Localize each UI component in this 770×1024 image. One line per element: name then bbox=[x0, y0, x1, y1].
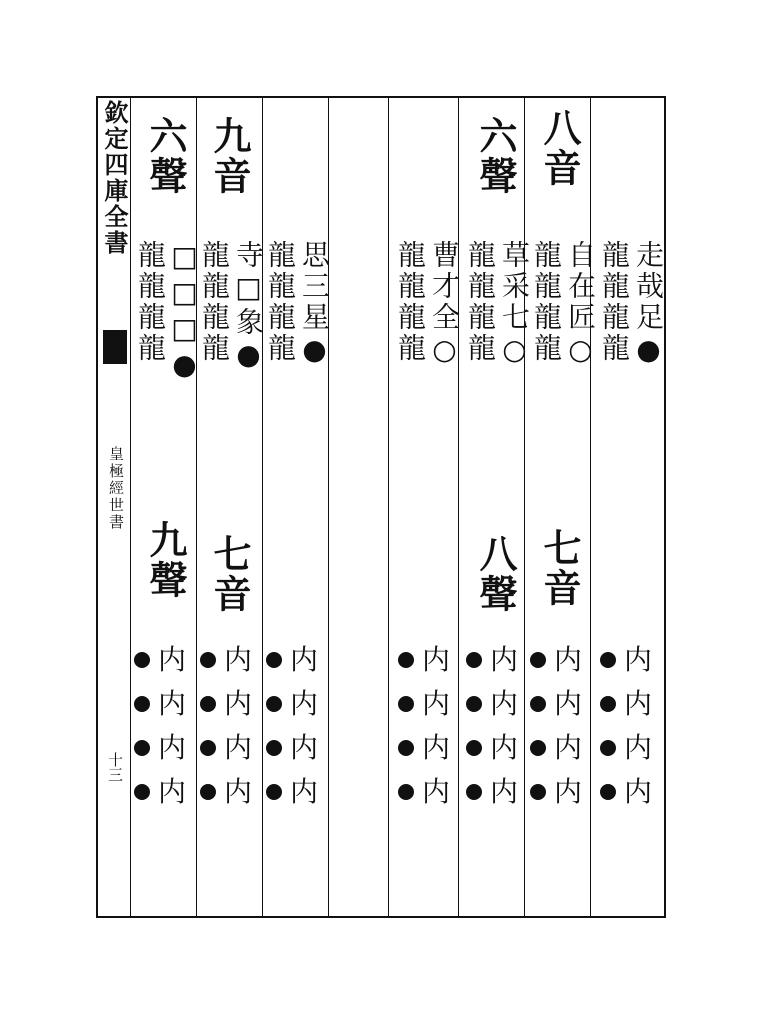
filled-dot-icon bbox=[266, 652, 282, 668]
column-divider bbox=[196, 96, 197, 916]
lower-entry: 内 bbox=[290, 731, 319, 764]
lower-entry: 内 bbox=[422, 643, 451, 676]
lower-entry: 内 bbox=[554, 775, 583, 808]
lower-heading: 九聲 bbox=[143, 520, 188, 600]
lower-entry: 内 bbox=[224, 775, 253, 808]
filled-dot-icon bbox=[530, 652, 546, 668]
filled-dot-icon bbox=[398, 652, 414, 668]
filled-dot-icon bbox=[266, 784, 282, 800]
filled-dot-icon bbox=[134, 740, 150, 756]
lower-entry: 内 bbox=[624, 643, 653, 676]
column-entries bbox=[134, 240, 200, 384]
lower-entries bbox=[600, 644, 652, 808]
column-entries bbox=[198, 240, 264, 374]
column-heading: 六聲 bbox=[143, 116, 188, 196]
filled-dot-icon bbox=[134, 696, 150, 712]
entry-characters: 龍龍龍龍 bbox=[134, 240, 167, 364]
lower-entry: 内 bbox=[624, 687, 653, 720]
filled-dot-icon bbox=[398, 696, 414, 712]
bottom-rule bbox=[96, 916, 666, 918]
lower-entry: 内 bbox=[624, 731, 653, 764]
margin-tab-mark bbox=[103, 330, 127, 364]
lower-entry: 内 bbox=[554, 643, 583, 676]
margin-book-title: 皇極經世書 bbox=[107, 446, 125, 531]
entry-characters: 龍龍龍龍 bbox=[464, 240, 497, 364]
margin-title: 欽定四庫全書 bbox=[100, 100, 129, 256]
lower-entry: 内 bbox=[624, 775, 653, 808]
entry-characters: □□□● bbox=[168, 240, 201, 384]
right-border bbox=[664, 96, 666, 916]
lower-heading: 七音 bbox=[207, 534, 252, 614]
column-divider bbox=[262, 96, 263, 916]
lower-entry: 内 bbox=[224, 687, 253, 720]
entry-characters: 龍龍龍龍 bbox=[198, 240, 231, 364]
lower-heading: 七音 bbox=[537, 528, 582, 608]
filled-dot-icon bbox=[200, 740, 216, 756]
column-divider bbox=[524, 96, 525, 916]
column-entries bbox=[394, 240, 460, 369]
filled-dot-icon bbox=[600, 696, 616, 712]
column-divider bbox=[458, 96, 459, 916]
lower-entry: 内 bbox=[490, 775, 519, 808]
entry-characters: 自在匠○ bbox=[564, 240, 597, 369]
filled-dot-icon bbox=[200, 696, 216, 712]
margin-divider bbox=[130, 96, 131, 916]
lower-entry: 内 bbox=[290, 775, 319, 808]
filled-dot-icon bbox=[200, 784, 216, 800]
lower-entry: 内 bbox=[422, 687, 451, 720]
entry-characters: 思三星● bbox=[298, 240, 331, 369]
column-entries bbox=[530, 240, 596, 369]
lower-entry: 内 bbox=[224, 643, 253, 676]
column-divider bbox=[328, 96, 329, 916]
lower-entries bbox=[530, 644, 582, 808]
entry-characters: 龍龍龍龍 bbox=[264, 240, 297, 364]
column-heading: 九音 bbox=[207, 116, 252, 196]
filled-dot-icon bbox=[466, 696, 482, 712]
filled-dot-icon bbox=[266, 696, 282, 712]
column-entries bbox=[464, 240, 530, 369]
lower-entries bbox=[266, 644, 318, 808]
filled-dot-icon bbox=[466, 740, 482, 756]
column-entries bbox=[598, 240, 664, 369]
filled-dot-icon bbox=[466, 784, 482, 800]
filled-dot-icon bbox=[530, 784, 546, 800]
lower-entry: 内 bbox=[490, 643, 519, 676]
lower-entry: 内 bbox=[554, 687, 583, 720]
top-rule bbox=[96, 96, 666, 98]
lower-entry: 内 bbox=[290, 643, 319, 676]
lower-entry: 内 bbox=[158, 775, 187, 808]
lower-entry: 内 bbox=[224, 731, 253, 764]
column-divider bbox=[590, 96, 591, 916]
entry-characters: 龍龍龍龍 bbox=[394, 240, 427, 364]
entry-characters: 曹才全○ bbox=[428, 240, 461, 369]
lower-entries bbox=[200, 644, 252, 808]
column-heading: 六聲 bbox=[473, 116, 518, 196]
entry-characters: 龍龍龍龍 bbox=[598, 240, 631, 364]
lower-entry: 内 bbox=[422, 775, 451, 808]
filled-dot-icon bbox=[398, 740, 414, 756]
filled-dot-icon bbox=[530, 740, 546, 756]
entry-characters: 龍龍龍龍 bbox=[530, 240, 563, 364]
filled-dot-icon bbox=[134, 784, 150, 800]
filled-dot-icon bbox=[398, 784, 414, 800]
lower-entry: 内 bbox=[490, 731, 519, 764]
left-border bbox=[96, 96, 98, 916]
filled-dot-icon bbox=[266, 740, 282, 756]
column-entries bbox=[264, 240, 330, 369]
center-divider bbox=[388, 96, 389, 916]
lower-entry: 内 bbox=[490, 687, 519, 720]
filled-dot-icon bbox=[600, 740, 616, 756]
filled-dot-icon bbox=[134, 652, 150, 668]
margin-page-number: 十三 bbox=[106, 752, 124, 782]
filled-dot-icon bbox=[200, 652, 216, 668]
lower-entry: 内 bbox=[158, 731, 187, 764]
entry-characters: 草采七○ bbox=[498, 240, 531, 369]
entry-characters: 走哉足● bbox=[632, 240, 665, 369]
filled-dot-icon bbox=[600, 784, 616, 800]
filled-dot-icon bbox=[600, 652, 616, 668]
lower-entry: 内 bbox=[422, 731, 451, 764]
entry-characters: 寺□象● bbox=[232, 240, 265, 374]
filled-dot-icon bbox=[530, 696, 546, 712]
lower-entries bbox=[134, 644, 186, 808]
lower-heading: 八聲 bbox=[473, 534, 518, 614]
filled-dot-icon bbox=[466, 652, 482, 668]
lower-entry: 内 bbox=[158, 687, 187, 720]
lower-entries bbox=[398, 644, 450, 808]
lower-entries bbox=[466, 644, 518, 808]
lower-entry: 内 bbox=[158, 643, 187, 676]
column-heading: 八音 bbox=[537, 108, 582, 188]
lower-entry: 内 bbox=[554, 731, 583, 764]
lower-entry: 内 bbox=[290, 687, 319, 720]
